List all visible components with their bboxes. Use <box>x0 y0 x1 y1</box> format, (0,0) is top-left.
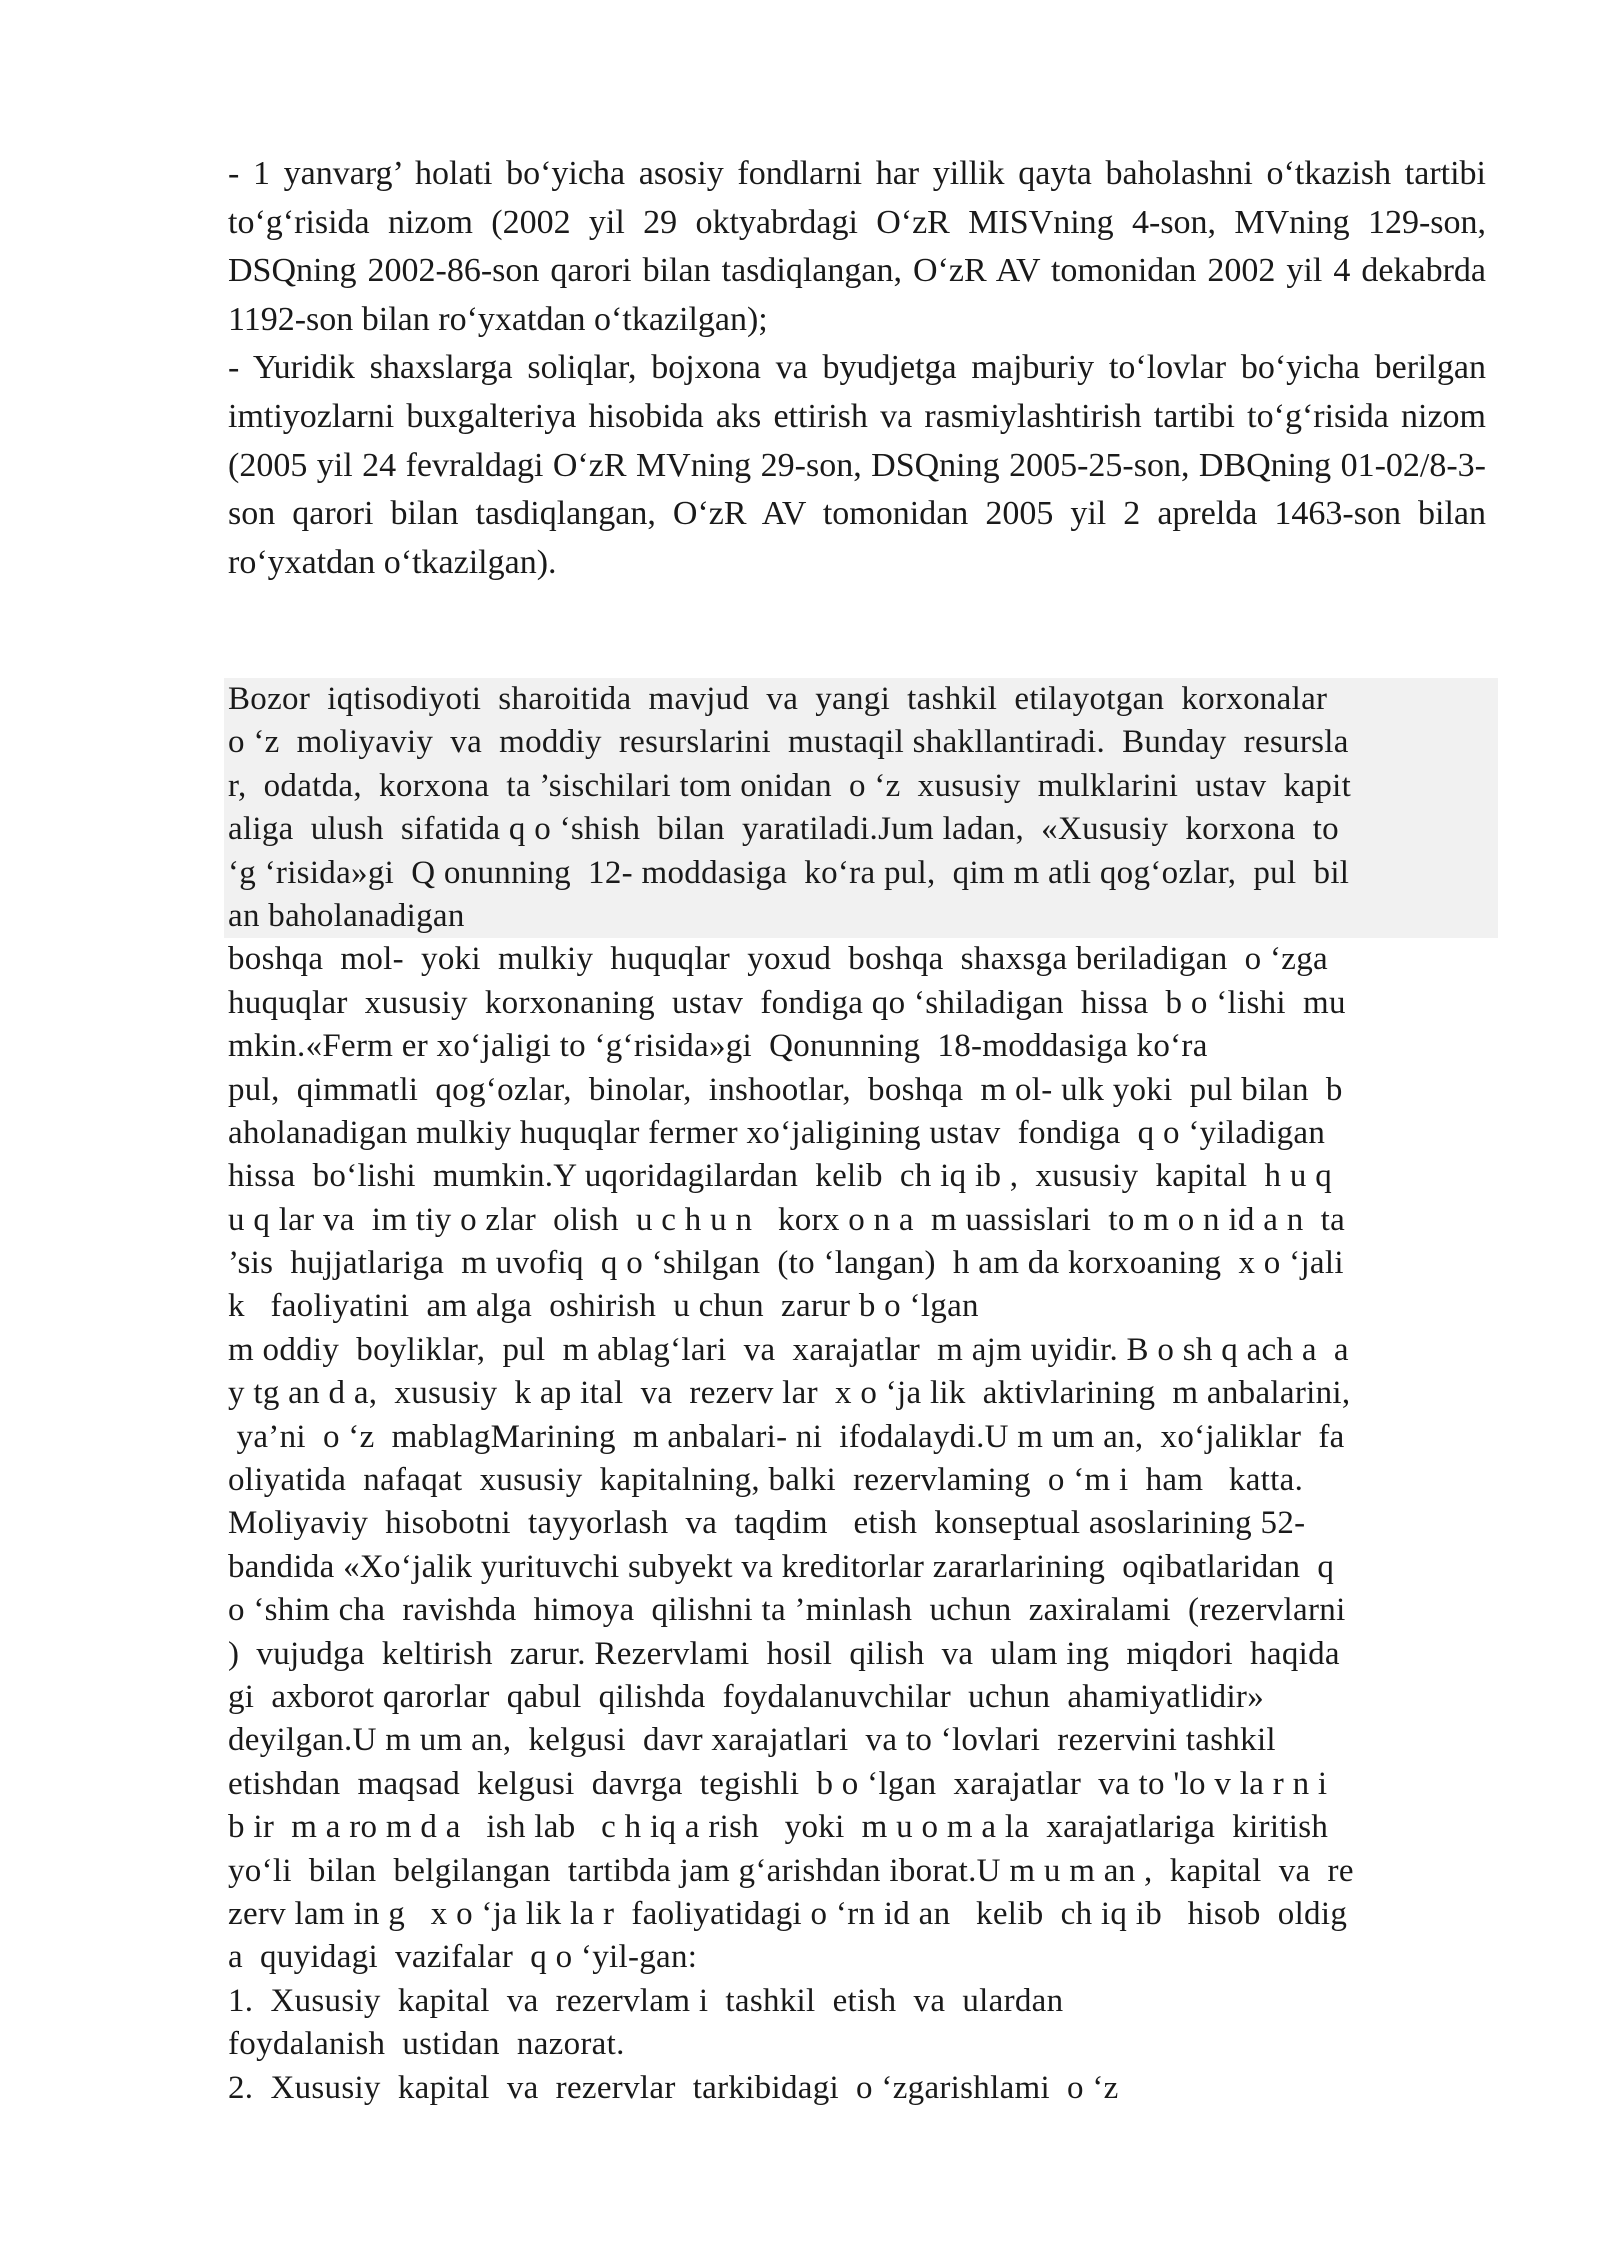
text-line: Moliyaviy hisobotni tayyorlash va taqdim etish konseptual asoslarining 52- <box>228 1505 1306 1542</box>
text-line: oliyatida nafaqat xususiy kapitalning, balki rezervlaming o ‘m i ham katta. <box>228 1462 1304 1499</box>
text-line: ) vujudga keltirish zarur. Rezervlami hosil qilish va ulam ing miqdori haqida <box>228 1635 1340 1672</box>
text-line: o ‘z moliyaviy va moddiy resurslarini mustaqil shakllantiradi. Bunday resursla <box>224 721 1498 764</box>
text-line: aholanadigan mulkiy huquqlar fermer xo‘jaligining ustav fondiga q o ‘yiladigan <box>228 1114 1326 1151</box>
text-line: aliga ulush sifatida q o ‘shish bilan yaratiladi.Jum ladan, «Xususiy korxona to <box>224 808 1498 851</box>
text-line: Bozor iqtisodiyoti sharoitida mavjud va yangi tashkil etilayotgan korxonalar <box>224 678 1498 721</box>
text-line: boshqa mol- yoki mulkiy huquqlar yoxud boshqa shaxsga beriladigan o ‘zga <box>228 941 1328 978</box>
text-line: ya’ni o ‘z mablagMarining m anbalari- ni ifodalaydi.U m um an, xo‘jaliklar fa <box>228 1418 1345 1455</box>
text-line: b ir m a ro m d a ish lab c h iq a rish yoki m u o m a la xarajatlariga kiritish <box>228 1809 1329 1846</box>
body-text <box>228 678 1488 2110</box>
text-line: ’sis hujjatlariga m uvofiq q o ‘shilgan (to ‘langan) h am da korxoaning x o ‘jali <box>228 1245 1344 1282</box>
text-line: y tg an d a, xususiy k ap ital va rezerv lar x o ‘ja lik aktivlarining m anbalarini, <box>228 1375 1351 1412</box>
text-line: r, odatda, korxona ta ’sischilari tom onidan o ‘z xususiy mulklarini ustav kapit <box>224 765 1498 808</box>
text-line: 2. Xususiy kapital va rezervlar tarkibidagi o ‘zgarishlami o ‘z <box>228 2069 1119 2106</box>
text-line: pul, qimmatli qog‘ozlar, binolar, inshootlar, boshqa m ol- ulk yoki pul bilan b <box>228 1071 1343 1108</box>
text-line: o ‘shim cha ravishda himoya qilishni ta ’minlash uchun zaxiralami (rezervlarni <box>228 1592 1346 1629</box>
text-line: etishdan maqsad kelgusi davrga tegishli b o ‘lgan xarajatlar va to 'lo v la r n i <box>228 1765 1328 1802</box>
regulation-item: - Yuridik shaxslarga soliqlar, bojxona va byudjetga majburiy to‘lovlar bo‘yicha berilgan imtiyozlarni buxgalteriya hisobida aks ettirish va rasmiylashtirish tartibi to‘g‘risida nizom (2005 yil 24 fevraldagi O‘zR MVning 29-son, DSQning 2005-25-son, DBQning 01-02/8-3-son qarori bilan tasdiqlangan, O‘zR AV tomonidan 2005 yil 2 aprelda 1463-son bilan ro‘yxatdan o‘tkazilgan). <box>228 349 1486 581</box>
text-line: ‘g ‘risida»gi Q onunning 12- moddasiga ko‘ra pul, qim m atli qog‘ozlar, pul bil <box>224 852 1498 895</box>
text-line: mkin.«Ferm er xo‘jaligi to ‘g‘risida»gi Qonunning 18-moddasiga ko‘ra <box>228 1028 1208 1065</box>
text-line: zerv lam in g x o ‘ja lik la r faoliyatidagi o ‘rn id an kelib ch iq ib hisob oldig <box>228 1895 1348 1932</box>
text-line: an baholanadigan <box>224 895 1498 938</box>
regulation-item: - 1 yanvarg’ holati bo‘yicha asosiy fondlarni har yillik qayta baholashni o‘tkazish tartibi to‘g‘risida nizom (2002 yil 29 oktyabrdagi O‘zR MISVning 4-son, MVning 129-son, DSQning 2002-86-son qarori bilan tasdiqlangan, O‘zR AV tomonidan 2002 yil 4 dekabrda 1192-son bilan ro‘yxatdan o‘tkazilgan); <box>228 155 1486 338</box>
text-line: bandida «Xo‘jalik yurituvchi subyekt va kreditorlar zararlarining oqibatlaridan q <box>228 1548 1335 1585</box>
text-line: m oddiy boyliklar, pul m ablag‘lari va xarajatlar m ajm uyidir. B o sh q ach a a <box>228 1331 1349 1368</box>
text-line: k faoliyatini am alga oshirish u chun zarur b o ‘lgan <box>228 1288 979 1325</box>
text-line: 1. Xususiy kapital va rezervlam i tashkil etish va ulardan <box>228 1982 1064 2019</box>
regulations-list <box>228 150 1486 587</box>
text-line: deyilgan.U m um an, kelgusi davr xarajatlari va to ‘lovlari rezervini tashkil <box>228 1722 1276 1759</box>
text-line: u q lar va im tiy o zlar olish u c h u n korx o n a m uassislari to m o n id a n ta <box>228 1201 1346 1238</box>
text-line: foydalanish ustidan nazorat. <box>228 2026 625 2063</box>
text-line: gi axborot qarorlar qabul qilishda foydalanuvchilar uchun ahamiyatlidir» <box>228 1678 1265 1715</box>
text-line: hissa bo‘lishi mumkin.Y uqoridagilardan kelib ch iq ib , xususiy kapital h u q <box>228 1158 1332 1195</box>
text-line: huquqlar xususiy korxonaning ustav fondiga qo ‘shiladigan hissa b o ‘lishi mu <box>228 984 1346 1021</box>
text-line: yo‘li bilan belgilangan tartibda jam g‘arishdan iborat.U m u m an , kapital va re <box>228 1852 1354 1889</box>
text-line: a quyidagi vazifalar q o ‘yil-gan: <box>228 1939 698 1976</box>
